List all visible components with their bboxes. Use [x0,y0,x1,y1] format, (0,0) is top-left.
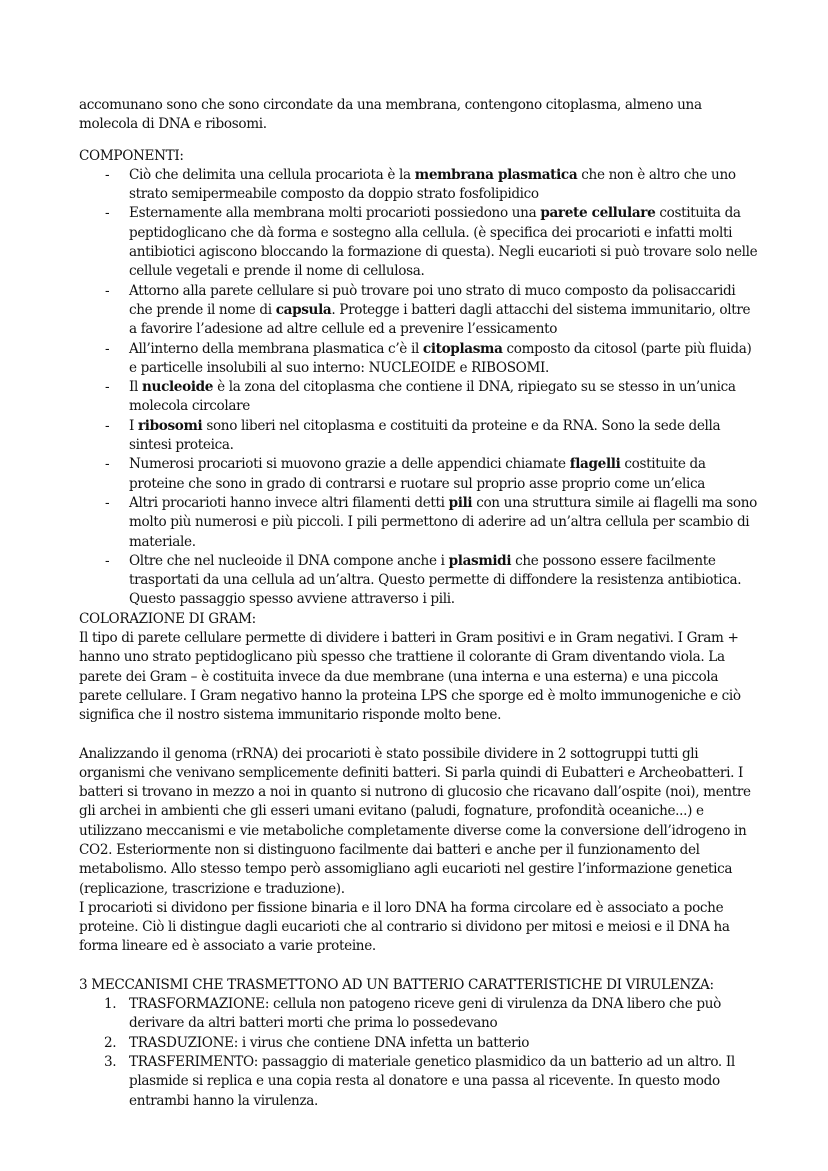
list-item: - All’interno della membrana plasmatica c’è il citoplasma composto da citosol (parte più fluida) e particelle insolubili al suo interno: NUCLEOIDE e RIBOSOMI. [105,340,752,376]
componenti-heading: COMPONENTI: [79,147,184,164]
componenti-list [79,166,759,610]
list-item: 1. TRASFORMAZIONE: cellula non patogeno riceve geni di virulenza da DNA libero che può derivare da altri batteri morti che prima lo possedevano [104,996,721,1032]
dash-bullet: - [105,166,110,183]
keyword: citoplasma [422,340,503,357]
dash-bullet: - [105,552,110,569]
dash-bullet: - [105,340,110,357]
fissione-paragraph: I procarioti si dividono per fissione binaria e il loro DNA ha forma circolare ed è associato a poche proteine. Ciò li distingue dagli eucarioti che al contrario si dividono per mitosi e meiosi e il DNA ha forma lineare ed è associato a varie proteine. [79,899,730,955]
keyword: plasmidi [448,552,512,569]
dash-bullet: - [105,282,110,299]
keyword: ribosomi [138,417,203,434]
gram-heading: COLORAZIONE DI GRAM: [79,610,256,627]
list-item: - Esternamente alla membrana molti procarioti possiedono una parete cellulare costituita da peptidoglicano che dà forma e sostegno alla cellula. (è specifica dei procarioti e infatti molti antibiotici agiscono bloccando la formazione di questa). Negli eucarioti si può trovare solo nelle cellule vegetali e prende il nome di cellulosa. [105,205,758,280]
spacer [79,135,759,147]
list-item: - Il nucleoide è la zona del citoplasma che contiene il DNA, ripiegato su se stesso in un’unica molecola circolare [105,379,736,415]
virulenza-heading: 3 MECCANISMI CHE TRASMETTONO AD UN BATTERIO CARATTERISTICHE DI VIRULENZA: [79,976,714,993]
list-item: - Altri procarioti hanno invece altri filamenti detti pili con una struttura simile ai flagelli ma sono molto più numerosi e più piccoli. I pili permettono di aderire ad un’altra cellula per scambio di materiale. [105,494,757,550]
keyword: pili [448,494,473,511]
document-page [79,96,759,1111]
list-item: - I ribosomi sono liberi nel citoplasma e costituiti da proteine e da RNA. Sono la sede della sintesi proteica. [105,417,721,454]
list-item: - Numerosi procarioti si muovono grazie a delle appendici chiamate flagelli costituite da proteine che sono in grado di contrarsi e ruotare sul proprio asse proprio come un’elica [105,456,706,492]
list-item: 3. TRASFERIMENTO: passaggio di materiale genetico plasmidico da un batterio ad un altro. Il plasmide si replica e una copia resta al donatore e una passa al ricevente. In questo modo entrambi hanno la virulenza. [104,1053,735,1109]
number-marker: 2. [104,1034,117,1051]
keyword: parete cellulare [540,205,656,222]
list-item: 2. TRASDUZIONE: i virus che contiene DNA infetta un batterio [79,1034,759,1053]
genoma-paragraph: Analizzando il genoma (rRNA) dei procarioti è stato possibile dividere in 2 sottogruppi tutti gli organismi che venivano semplicemente definiti batteri. Si parla quindi di Eubatteri e Archeobatteri. I batteri si trovano in mezzo a noi in quanto si nutrono di glucosio che ricavano dall’ospite (noi), mentre gli archei in ambienti che gli esseri umani evitano (paludi, fognature, profondità oceaniche...) e utilizzano meccanismi e vie metaboliche completamente diverse come la conversione dell’idrogeno in CO2. Esteriormente non si distinguono facilmente dai batteri e anche per il funzionamento del metabolismo. Allo stesso tempo però assomigliano agli eucarioti nel gestire l’informazione genetica (replicazione, trascrizione e traduzione). [79,745,751,897]
gram-paragraph: Il tipo di parete cellulare permette di dividere i batteri in Gram positivi e in Gram negativi. I Gram + hanno uno strato peptidoglicano più spesso che trattiene il colorante di Gram diventando viola. La parete dei Gram – è costituita invece da due membrane (una interna e una esterna) e una piccola parete cellulare. I Gram negativo hanno la proteina LPS che sporge ed è molto immunogeniche e ciò significa che il nostro sistema immunitario risponde molto bene. [79,630,741,724]
list-item: - Oltre che nel nucleoide il DNA compone anche i plasmidi che possono essere facilmente trasportati da una cellula ad un’altra. Questo permette di diffondere la resistenza antibiotica. Questo passaggio spesso avviene attraverso i pili. [105,552,742,608]
dash-bullet: - [105,379,110,396]
number-marker: 3. [104,1053,117,1070]
spacer [79,726,759,745]
number-marker: 1. [104,996,117,1013]
dash-bullet: - [105,494,110,511]
dash-bullet: - [105,205,110,222]
keyword: nucleoide [142,379,214,396]
list-item: - Ciò che delimita una cellula procariota è la membrana plasmatica che non è altro che uno strato semipermeabile composto da doppio strato fosfolipidico [105,166,736,203]
virulenza-list [79,995,759,1111]
keyword: flagelli [569,456,621,473]
dash-bullet: - [105,456,110,473]
keyword: capsula [275,301,332,318]
intro-paragraph: accomunano sono che sono circondate da una membrana, contengono citoplasma, almeno una molecola di DNA e ribosomi. [79,97,702,133]
list-item: - Attorno alla parete cellulare si può trovare poi uno strato di muco composto da polisaccaridi che prende il nome di capsula. Protegge i batteri dagli attacchi del sistema immunitario, oltre a favorire l’adesione ad altre cellule ed a prevenire l’essicamento [105,282,751,338]
keyword: membrana plasmatica [414,166,578,183]
spacer [79,957,759,976]
dash-bullet: - [105,417,110,434]
